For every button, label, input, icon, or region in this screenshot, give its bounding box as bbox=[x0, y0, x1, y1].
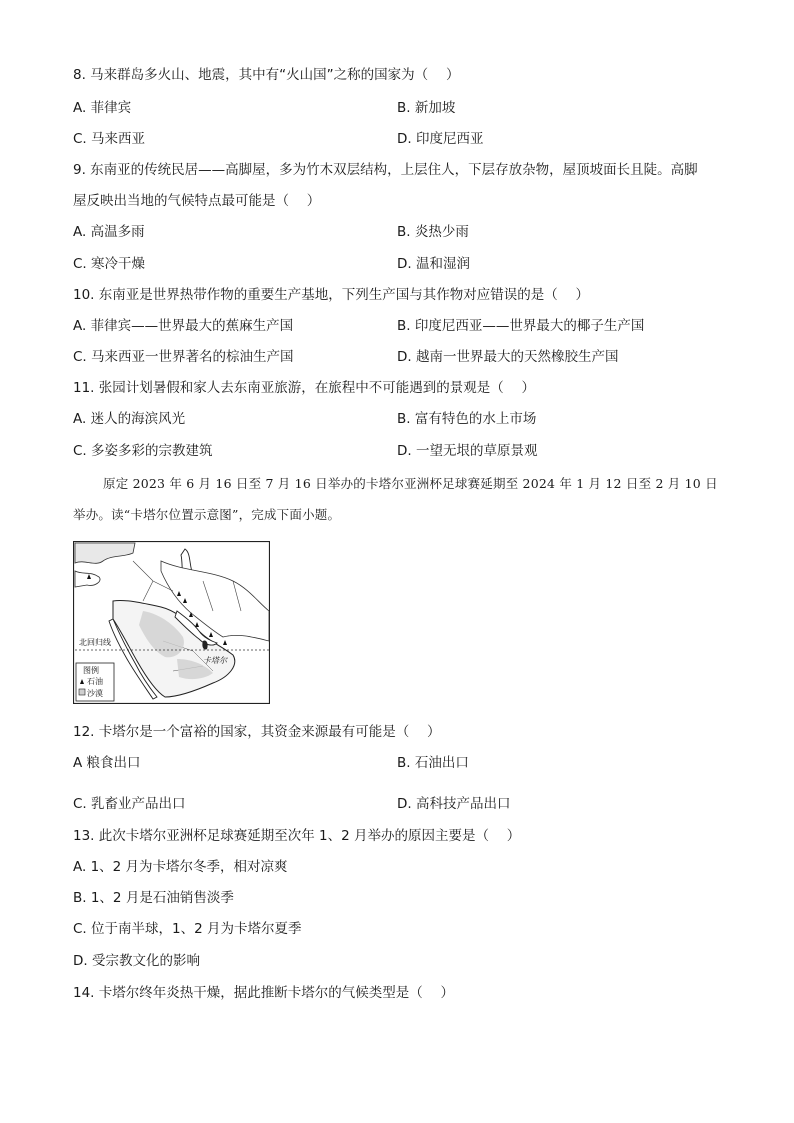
q13-option-d[interactable]: D. 受宗教文化的影响 bbox=[73, 953, 200, 969]
q13-option-c[interactable]: C. 位于南半球，1、2 月为卡塔尔夏季 bbox=[73, 921, 302, 937]
q14-stem: 14. 卡塔尔终年炎热干燥，据此推断卡塔尔的气候类型是（ ） bbox=[73, 985, 455, 1001]
q8-option-a[interactable]: A. 菲律宾 bbox=[73, 100, 132, 116]
qatar-location-map bbox=[73, 541, 270, 704]
q13-option-a[interactable]: A. 1、2 月为卡塔尔冬季，相对凉爽 bbox=[73, 859, 288, 875]
q11-option-b[interactable]: B. 富有特色的水上市场 bbox=[397, 411, 537, 427]
q11-option-a[interactable]: A. 迷人的海滨风光 bbox=[73, 411, 186, 427]
q8-stem: 8. 马来群岛多火山、地震，其中有“火山国”之称的国家为（ ） bbox=[73, 67, 460, 83]
legend-title: 图例 bbox=[83, 666, 99, 675]
q9-option-a[interactable]: A. 高温多雨 bbox=[73, 224, 145, 240]
q12-option-c[interactable]: C. 乳畜业产品出口 bbox=[73, 796, 186, 812]
q11-stem: 11. 张园计划暑假和家人去东南亚旅游，在旅程中不可能遇到的景观是（ ） bbox=[73, 380, 536, 396]
q12-option-a[interactable]: A 粮食出口 bbox=[73, 755, 141, 771]
q8-option-c[interactable]: C. 马来西亚 bbox=[73, 131, 146, 147]
legend-desert-swatch bbox=[79, 689, 85, 695]
q9-option-d[interactable]: D. 温和湿润 bbox=[397, 256, 470, 272]
tropic-label: 北回归线 bbox=[79, 638, 111, 647]
passage-line1: 原定 2023 年 6 月 16 日至 7 月 16 日举办的卡塔尔亚洲杯足球赛延期至 2024 年 1 月 12 日至 2 月 10 日 bbox=[103, 476, 718, 491]
q10-option-d[interactable]: D. 越南一世界最大的天然橡胶生产国 bbox=[397, 349, 619, 365]
passage-line2: 举办。读“卡塔尔位置示意图”，完成下面小题。 bbox=[73, 507, 341, 522]
q10-option-c[interactable]: C. 马来西亚一世界著名的棕油生产国 bbox=[73, 349, 294, 365]
qatar-label: 卡塔尔 bbox=[203, 656, 227, 665]
q9-stem-line2: 屋反映出当地的气候特点最可能是（ ） bbox=[73, 193, 321, 209]
q8-option-d[interactable]: D. 印度尼西亚 bbox=[397, 131, 484, 147]
q11-option-d[interactable]: D. 一望无垠的草原景观 bbox=[397, 443, 538, 459]
q10-option-a[interactable]: A. 菲律宾——世界最大的蕉麻生产国 bbox=[73, 318, 294, 334]
q13-option-b[interactable]: B. 1、2 月是石油销售淡季 bbox=[73, 890, 234, 906]
legend-oil-label: 石油 bbox=[87, 677, 103, 686]
q9-option-b[interactable]: B. 炎热少雨 bbox=[397, 224, 469, 240]
q11-option-c[interactable]: C. 多姿多彩的宗教建筑 bbox=[73, 443, 213, 459]
q9-stem-line1: 9. 东南亚的传统民居——高脚屋，多为竹木双层结构，上层住人，下层存放杂物，屋顶坡面长且陡。高脚 bbox=[73, 162, 698, 178]
q12-option-b[interactable]: B. 石油出口 bbox=[397, 755, 469, 771]
q9-option-c[interactable]: C. 寒冷干燥 bbox=[73, 256, 146, 272]
q8-option-b[interactable]: B. 新加坡 bbox=[397, 100, 456, 116]
q12-stem: 12. 卡塔尔是一个富裕的国家，其资金来源最有可能是（ ） bbox=[73, 724, 441, 740]
q10-option-b[interactable]: B. 印度尼西亚——世界最大的椰子生产国 bbox=[397, 318, 645, 334]
q12-option-d[interactable]: D. 高科技产品出口 bbox=[397, 796, 511, 812]
q13-stem: 13. 此次卡塔尔亚洲杯足球赛延期至次年 1、2 月举办的原因主要是（ ） bbox=[73, 828, 521, 844]
legend-desert-label: 沙漠 bbox=[87, 689, 103, 698]
q10-stem: 10. 东南亚是世界热带作物的重要生产基地，下列生产国与其作物对应错误的是（ ） bbox=[73, 287, 590, 303]
